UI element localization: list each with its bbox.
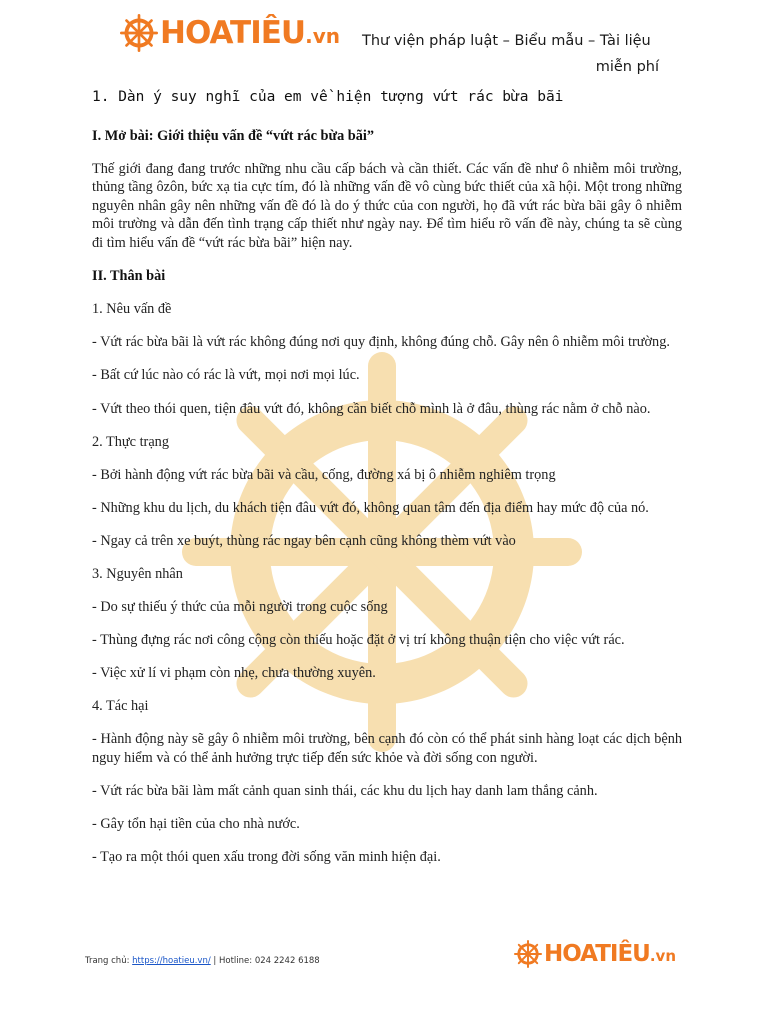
body-heading: II. Thân bài: [92, 268, 166, 285]
list-item: - Tạo ra một thói quen xấu trong đời sống văn minh hiện đại.: [92, 849, 441, 866]
footer-logo-text: HOATIÊU.vn: [544, 941, 676, 967]
hotline-text: | Hotline: 024 2242 6188: [210, 956, 320, 966]
tagline-line-2: miễn phí: [595, 59, 659, 75]
footer-contact: [85, 956, 320, 966]
list-item: - Những khu du lịch, du khách tiện đâu vứt đó, không quan tâm đến địa điểm hay mức độ của nó.: [92, 499, 649, 516]
list-item: - Vứt rác bừa bãi là vứt rác không đúng nơi quy định, không đúng chỗ. Gây nên ô nhiễm môi trường.: [92, 334, 670, 351]
subheading-harms: 4. Tác hại: [92, 698, 149, 715]
ship-wheel-icon: [514, 940, 542, 968]
page-header: [0, 0, 768, 80]
list-item: - Ngay cả trên xe buýt, thùng rác ngay bên cạnh cũng không thèm vứt vào: [92, 532, 516, 549]
ship-wheel-icon: [120, 14, 158, 52]
list-item: - Hành động này sẽ gây ô nhiễm môi trường, bên cạnh đó còn có thể phát sinh hàng loạt các dịch bệnh nguy hiểm và có thể ảnh hưởng trực tiếp đến sức khỏe và đời sống con người.: [92, 731, 682, 767]
subheading-issue: 1. Nêu vấn đề: [92, 301, 172, 318]
tagline-line-1: Thư viện pháp luật – Biểu mẫu – Tài liệu: [362, 33, 651, 49]
logo-text: HOATIÊU.vn: [160, 15, 340, 51]
site-tagline: [362, 28, 662, 80]
list-item: - Thùng đựng rác nơi công cộng còn thiếu hoặc đặt ở vị trí không thuận tiện cho việc vứt rác.: [92, 632, 625, 649]
home-link[interactable]: https://hoatieu.vn/: [132, 956, 211, 966]
list-item: - Do sự thiếu ý thức của mỗi người trong cuộc sống: [92, 599, 388, 616]
list-item: - Việc xử lí vi phạm còn nhẹ, chưa thường xuyên.: [92, 665, 376, 682]
intro-paragraph: Thế giới đang đang trước những nhu cầu cấp bách và cần thiết. Các vấn đề như ô nhiễm môi trường, thủng tầng ôzôn, bức xạ tia cực tím, đó là những vấn đề vô cùng bức thiết của xã hội. Một trong những nguyên nhân gây nên những vấn đề đó là do ý thức của con người, họ đã vứt rác bừa bãi gây ô nhiễm môi trường và dẫn đến tình trạng cấp thiết như ngày nay. Để tìm hiểu rõ vấn đề này, chúng ta sẽ cùng đi tìm hiểu vấn đề “vứt rác bừa bãi” hiện nay.: [92, 160, 682, 252]
subheading-causes: 3. Nguyên nhân: [92, 566, 183, 582]
list-item: - Gây tổn hại tiền của cho nhà nước.: [92, 816, 300, 833]
list-item: - Vứt theo thói quen, tiện đâu vứt đó, không cần biết chỗ mình là ở đâu, thùng rác nằm ở chỗ nào.: [92, 400, 651, 417]
list-item: - Bất cứ lúc nào có rác là vứt, mọi nơi mọi lúc.: [92, 367, 360, 384]
intro-heading: I. Mở bài: Giới thiệu vấn đề “vứt rác bừa bãi”: [92, 127, 375, 144]
hoatieu-logo[interactable]: [120, 14, 340, 52]
home-label: Trang chủ:: [85, 956, 133, 966]
list-item: - Vứt rác bừa bãi làm mất cảnh quan sinh thái, các khu du lịch hay danh lam thắng cảnh.: [92, 783, 598, 800]
document-body: [92, 88, 682, 881]
list-item: - Bởi hành động vứt rác bừa bãi và cầu, cống, đường xá bị ô nhiễm nghiêm trọng: [92, 466, 556, 483]
document-title: 1. Dàn ý suy nghĩ của em về hiện tượng vứt rác bừa bãi: [92, 89, 564, 105]
page-footer: [0, 940, 768, 1000]
subheading-situation: 2. Thực trạng: [92, 433, 169, 450]
footer-logo[interactable]: [514, 940, 676, 968]
